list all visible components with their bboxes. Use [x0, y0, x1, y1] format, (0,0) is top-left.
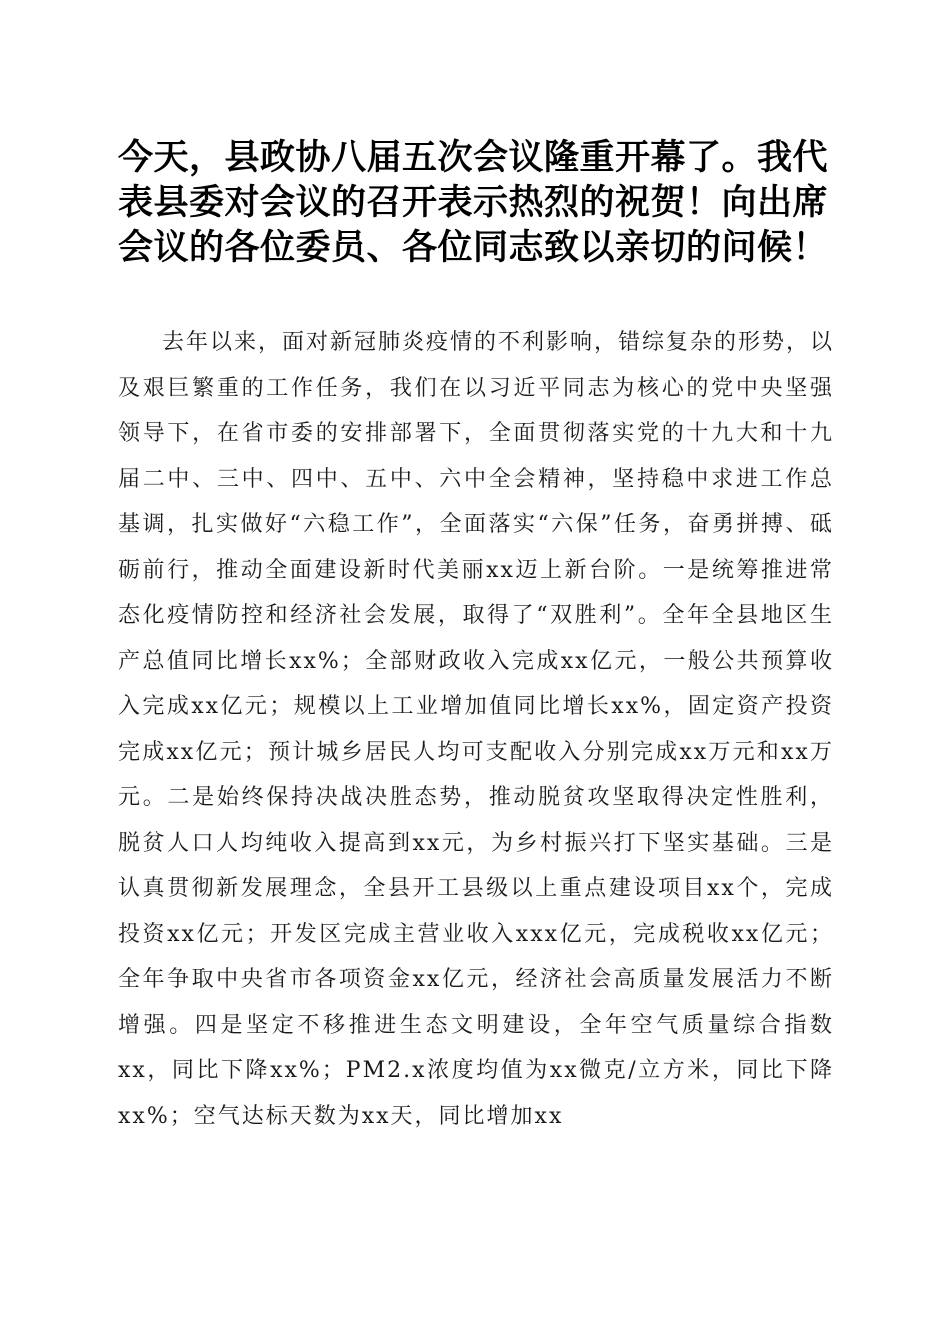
body-paragraph: 去年以来，面对新冠肺炎疫情的不利影响，错综复杂的形势，以及艰巨繁重的工作任务，我们在以习近平同志为核心的党中央坚强领导下，在省市委的安排部署下，全面贯彻落实党的十九大和十九届二中、三中、四中、五中、六中全会精神，坚持稳中求进工作总基调，扎实做好“六稳工作”，全面落实“六保”任务，奋勇拼搏、砥砺前行，推动全面建设新时代美丽xx迈上新台阶。一是统筹推进常态化疫情防控和经济社会发展，取得了“双胜利”。全年全县地区生产总值同比增长xx%；全部财政收入完成xx亿元，一般公共预算收入完成xx亿元；规模以上工业增加值同比增长xx%，固定资产投资完成xx亿元；预计城乡居民人均可支配收入分别完成xx万元和xx万元。二是始终保持决战决胜态势，推动脱贫攻坚取得决定性胜利，脱贫人口人均纯收入提高到xx元，为乡村振兴打下坚实基础。三是认真贯彻新发展理念，全县开工县级以上重点建设项目xx个，完成投资xx亿元；开发区完成主营业收入xxx亿元，完成税收xx亿元；全年争取中央省市各项资金xx亿元，经济社会高质量发展活力不断增强。四是坚定不移推进生态文明建设，全年空气质量综合指数xx，同比下降xx%；PM2.x浓度均值为xx微克/立方米，同比下降xx%；空气达标天数为xx天，同比增加xx [118, 330, 835, 1129]
document-heading: 今天，县政协八届五次会议隆重开幕了。我代表县委对会议的召开表示热烈的祝贺！向出席会议的各位委员、各位同志致以亲切的问候！ [118, 138, 829, 268]
